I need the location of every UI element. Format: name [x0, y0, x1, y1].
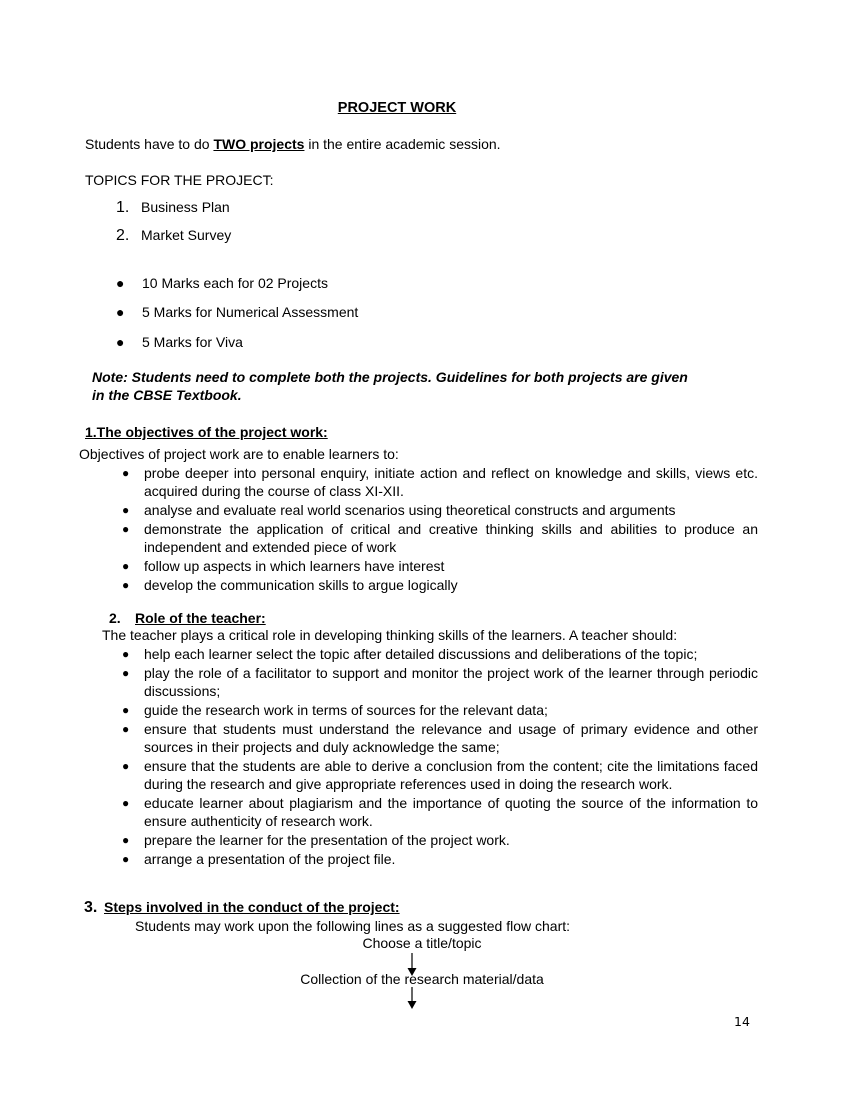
- list-item: [122, 664, 758, 700]
- list-item: [122, 501, 758, 519]
- section1-heading: 1.The objectives of the project work:: [85, 424, 328, 440]
- bullet-icon: ●: [116, 304, 125, 320]
- marks-text: 5 Marks for Numerical Assessment: [142, 304, 359, 320]
- list-item-text: probe deeper into personal enquiry, initiate action and reflect on knowledge and skills, views etc. acquired during the course of class XI-XII.: [144, 465, 758, 499]
- list-item: [122, 831, 758, 849]
- list-item: [122, 794, 758, 830]
- section2-title: Role of the teacher:: [135, 610, 266, 626]
- list-item-text: help each learner select the topic after detailed discussions and deliberations of the topic;: [144, 646, 698, 662]
- intro-after: in the entire academic session.: [304, 136, 501, 152]
- list-item-text: arrange a presentation of the project file.: [144, 851, 396, 867]
- flow-step: Choose a title/topic: [362, 935, 482, 951]
- bullet-icon: ●: [122, 833, 130, 847]
- section3-intro: Students may work upon the following lines as a suggested flow chart:: [135, 918, 571, 934]
- list-item: [122, 557, 758, 575]
- bullet-icon: ●: [122, 559, 130, 573]
- bullet-icon: ●: [122, 722, 130, 736]
- section2-number: 2.: [109, 610, 121, 626]
- intro-text: [85, 136, 501, 152]
- section2-heading: [109, 610, 266, 626]
- list-item-text: ensure that students must understand the relevance and usage of primary evidence and other sources in their projects and duly acknowledge the same;: [144, 721, 758, 755]
- section2-intro: The teacher plays a critical role in developing thinking skills of the learners. A teacher should:: [102, 627, 678, 643]
- marks-text: 10 Marks each for 02 Projects: [142, 275, 328, 291]
- list-item: [122, 701, 758, 719]
- bullet-icon: ●: [122, 852, 130, 866]
- note: [92, 369, 760, 404]
- list-item: [122, 645, 758, 663]
- bullet-icon: ●: [122, 703, 130, 717]
- bullet-icon: ●: [122, 578, 130, 592]
- list-item: [122, 576, 758, 594]
- list-item-text: demonstrate the application of critical and creative thinking skills and abilities to produce an independent and extended piece of work: [144, 521, 758, 555]
- intro-emphasis: TWO projects: [213, 136, 305, 152]
- marks-item: [116, 334, 243, 350]
- bullet-icon: ●: [122, 522, 130, 536]
- bullet-icon: ●: [122, 796, 130, 810]
- topic-item: [116, 227, 231, 245]
- topic-label: Market Survey: [141, 227, 232, 243]
- marks-text: 5 Marks for Viva: [142, 334, 243, 350]
- objectives-list: [122, 464, 758, 595]
- list-item-text: educate learner about plagiarism and the importance of quoting the source of the information to ensure authenticity of research work.: [144, 795, 758, 829]
- list-item: [122, 520, 758, 556]
- section1-intro: Objectives of project work are to enable learners to:: [79, 446, 399, 462]
- bullet-icon: ●: [122, 647, 130, 661]
- flow-step: Collection of the research material/data: [300, 971, 544, 987]
- note-line: Note: Students need to complete both the projects. Guidelines for both projects are given: [92, 369, 688, 385]
- list-item-text: play the role of a facilitator to support and monitor the project work of the learner through periodic discussions;: [144, 665, 758, 699]
- list-item-text: guide the research work in terms of sources for the relevant data;: [144, 702, 548, 718]
- topic-item: [116, 199, 230, 217]
- list-item-text: develop the communication skills to argue logically: [144, 577, 458, 593]
- list-item-text: analyse and evaluate real world scenarios using theoretical constructs and arguments: [144, 502, 676, 518]
- bullet-icon: ●: [122, 759, 130, 773]
- topics-heading: TOPICS FOR THE PROJECT:: [85, 172, 274, 188]
- section3-title: Steps involved in the conduct of the project:: [104, 899, 400, 915]
- marks-item: [116, 275, 328, 291]
- list-item: [122, 720, 758, 756]
- list-item-text: ensure that the students are able to derive a conclusion from the content; cite the limitations faced during the research and give appropriate references used in doing the research work.: [144, 758, 758, 792]
- list-item-text: follow up aspects in which learners have interest: [144, 558, 445, 574]
- note-line: in the CBSE Textbook.: [92, 386, 242, 403]
- section3-heading: [84, 899, 400, 917]
- topic-label: Business Plan: [141, 199, 230, 215]
- page-title: PROJECT WORK: [337, 100, 457, 116]
- teacher-role-list: [122, 645, 758, 869]
- section3-number: 3.: [84, 899, 98, 916]
- intro-before: Students have to do: [85, 136, 214, 152]
- bullet-icon: ●: [116, 275, 125, 291]
- marks-item: [116, 304, 358, 320]
- bullet-icon: ●: [116, 334, 125, 350]
- down-arrow-icon: [406, 987, 418, 1011]
- page-number: 14: [734, 1014, 750, 1029]
- bullet-icon: ●: [122, 666, 130, 680]
- list-item: [122, 850, 758, 868]
- list-item: [122, 757, 758, 793]
- list-item: [122, 464, 758, 500]
- list-item-text: prepare the learner for the presentation of the project work.: [144, 832, 510, 848]
- topic-number: 2.: [116, 227, 130, 244]
- bullet-icon: ●: [122, 466, 130, 480]
- bullet-icon: ●: [122, 503, 130, 517]
- topic-number: 1.: [116, 199, 130, 216]
